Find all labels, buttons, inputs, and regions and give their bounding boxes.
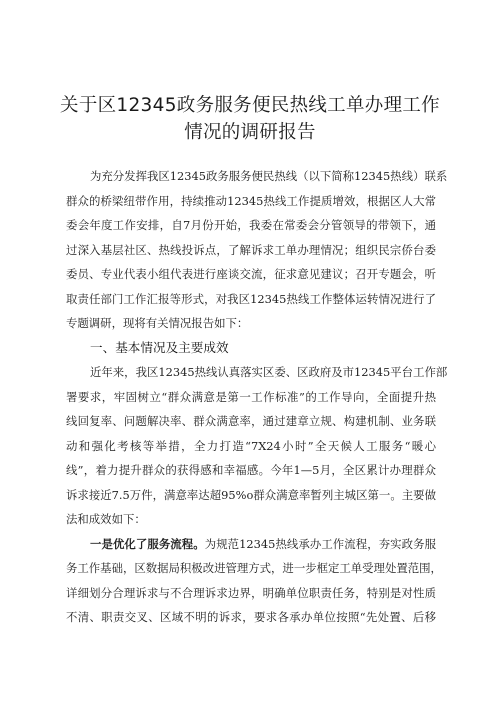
text-line: 署要求，牢固树立“群众满意是第一工作标准”的工作导向，全面提升热 [66,389,436,404]
text-line: 不清、职责交叉、区域不明的诉求，要求各承办单位按照“先处置、后移 [66,610,436,624]
title-line: 情况的调研报告 [184,122,316,143]
text-line: 线”，着力提升群众的获得感和幸福感。今年1—5月，全区累计办理群众 [66,463,436,477]
document-body [66,164,448,630]
text-line: 详细划分合理诉求与不合理诉求边界，明确单位职责任务，特别是对性质 [66,585,436,600]
text-line: 过深入基层社区、热线投诉点，了解诉求工单办理情况；组织民宗侨台委 [66,242,436,257]
text-line: 近年来，我区12345热线认真落实区委、区政府及市12345平台工作部 [90,365,448,379]
paragraph-service-flow [66,532,442,630]
text-line: 群众的桥梁纽带作用，持续推动12345热线工作提质增效，根据区人大常 [66,193,436,208]
text-line: 专题调研，现将有关情况报告如下： [66,316,249,330]
text-line: 动和强化考核等举措，全力打造“7X24小时”全天候人工服务“暖心 [66,438,436,453]
text-line [66,532,436,557]
text-line: 取责任部门工作汇报等形式，对我区12345热线工作整体运转情况进行了 [66,291,436,306]
paragraph-lead: 一是优化了服务流程。 [90,536,205,551]
text-line: 委员、专业代表小组代表进行座谈交流，征求意见建议；召开专题会，听 [66,267,436,281]
text-line: 委会年度工作安排，自7月份开始，我委在常委会分管领导的带领下，通 [66,218,436,232]
text-line: 为充分发挥我区12345政务服务便民热线（以下简称12345热线）联系 [90,169,448,183]
paragraph-intro [66,164,448,336]
title-line: 关于区12345政务服务便民热线工单办理工作 [60,95,440,116]
section-heading: 一、基本情况及主要成效 [90,339,229,355]
text-line: 诉求接近7.5万件，满意率达超95%o群众满意率暂列主城区第一。主要做 [66,487,436,502]
paragraph-overview [66,360,448,532]
text-run: 为规范12345热线承办工作流程，夯实政务服 [204,536,436,551]
document-title [60,92,440,146]
text-line: 线回复率、问题解决率、群众满意率，通过建章立规、构建机制、业务联 [66,414,436,428]
text-line: 法和成效如下： [66,512,146,526]
text-line: 务工作基础，区数据局积极改进管理方式，进一步框定工单受理处置范围， [66,561,442,575]
